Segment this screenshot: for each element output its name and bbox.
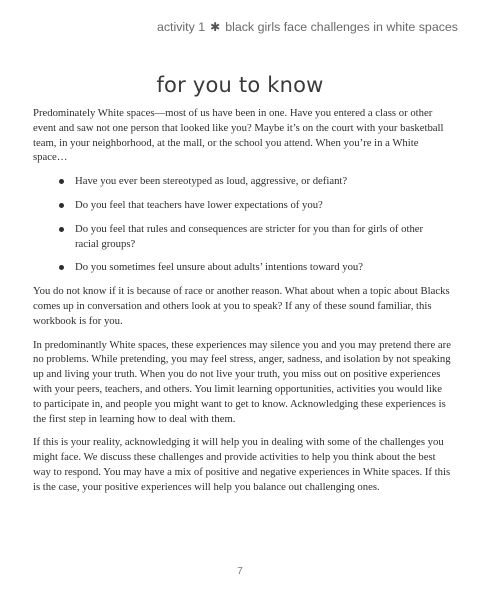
- list-item-text: Do you feel that rules and consequences are stricter for you than for girls of other racial groups?: [75, 222, 424, 250]
- list-item: [59, 222, 452, 252]
- after-list-paragraph: You do not know if it is because of race or another reason. What about when a topic about Blacks comes up in conversation and others look at you to speak? If any of these sound familiar, this workbook is for you.: [33, 285, 450, 327]
- bullet-icon: [59, 203, 64, 208]
- body-text: [33, 106, 452, 504]
- chapter-title: black girls face challenges in white spaces: [225, 20, 458, 34]
- section-title: for you to know: [156, 73, 324, 97]
- list-item: [59, 260, 452, 275]
- list-item-text: Do you sometimes feel unsure about adults’ intentions toward you?: [75, 261, 364, 274]
- list-item: [59, 174, 452, 189]
- silence-paragraph: In predominantly White spaces, these experiences may silence you and you may pretend there are no problems. While pretending, you may feel stress, anger, sadness, and isolation by not speaking up and living your truth. When you do not live your truth, you miss out on positive experiences with your peers, teachers, and others. You limit learning opportunities, activities you would like to participate in, and people you might want to get to know. Acknowledging these experiences is the first step in learning how to deal with them.: [33, 338, 451, 425]
- list-item: [59, 198, 452, 213]
- activity-label: activity 1: [156, 20, 206, 34]
- list-item-text: Have you ever been stereotyped as loud, aggressive, or defiant?: [75, 175, 348, 188]
- running-header: [140, 20, 458, 34]
- bullet-icon: [59, 179, 64, 184]
- asterisk-separator-icon: ✱: [210, 20, 221, 34]
- reality-paragraph: If this is your reality, acknowledging it will help you in dealing with some of the challenges you might face. We discuss these challenges and provide activities to help you think about the best way to respond. You may have a mix of positive and negative experiences in White spaces. If this is the case, your positive experiences will help you balance out challenging ones.: [33, 436, 451, 493]
- list-item-text: Do you feel that teachers have lower expectations of you?: [75, 198, 323, 211]
- question-list: [33, 174, 452, 275]
- intro-paragraph: Predominately White spaces—most of us have been in one. Have you entered a class or other event and saw not one person that looked like you? Maybe it’s on the court with your basketball team, in your neighborhood, at the mall, or the school you attend. When you’re in a White space…: [33, 107, 444, 164]
- page-number: 7: [237, 566, 243, 577]
- bullet-icon: [59, 265, 64, 270]
- bullet-icon: [59, 227, 64, 232]
